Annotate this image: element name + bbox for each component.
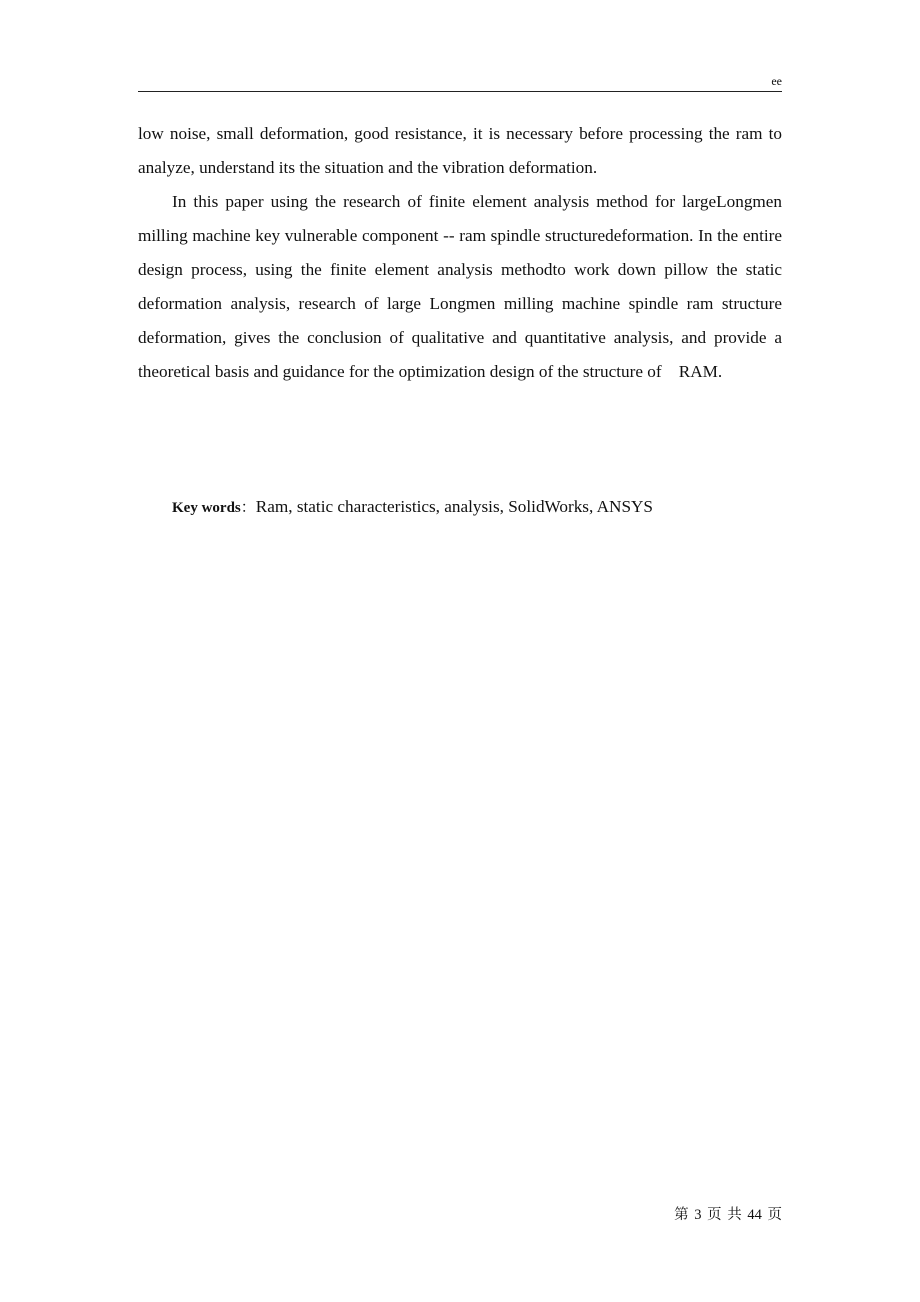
page-number: 第 3 页 共 44 页 [674, 1207, 782, 1223]
document-body [138, 117, 782, 389]
paragraph-continuation: low noise, small deformation, good resistance, it is necessary before processing the ram to analyze, understand its the situation and the vibration deformation. [138, 124, 782, 177]
keywords-line [172, 492, 782, 523]
page-header [138, 74, 782, 88]
keywords-label: Key words [172, 500, 241, 516]
keywords-value: Ram, static characteristics, analysis, SolidWorks, ANSYS [255, 497, 653, 516]
page-footer [138, 1205, 782, 1225]
header-text: ee [771, 74, 782, 88]
keywords-separator: ： [240, 500, 256, 516]
paragraph-abstract: In this paper using the research of finite element analysis method for largeLongmen milling machine key vulnerable component -- ram spindle structuredeformation. In the entire design process, using the finite element analysis methodto work down pillow the static deformation analysis, research of large Longmen milling machine spindle ram structure deformation, gives the conclusion of qualitative and quantitative analysis, and provide a theoretical basis and guidance for the optimization design of the structure of RAM. [138, 192, 782, 381]
header-divider [138, 91, 782, 92]
